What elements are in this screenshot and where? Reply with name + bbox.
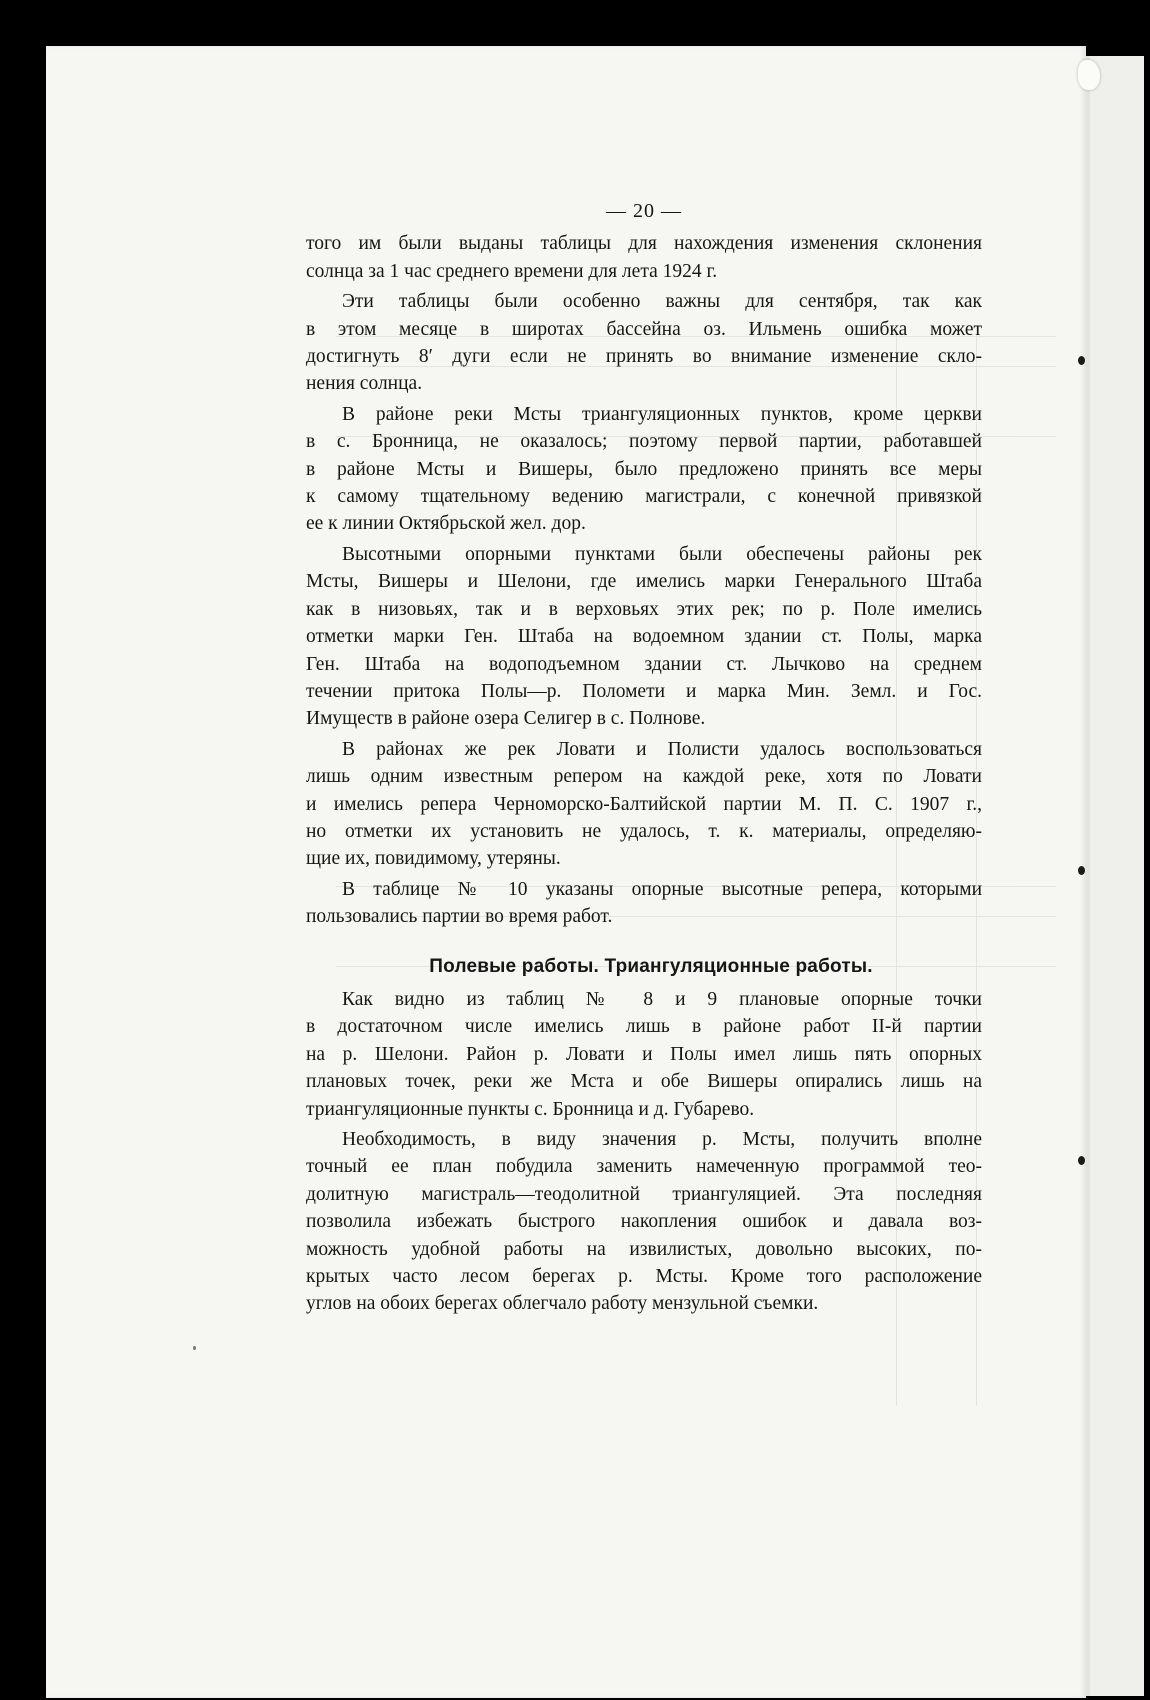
text-line: солнца за 1 час среднего времени для лета 1924 г. — [306, 260, 718, 282]
binding-hole — [1078, 356, 1085, 365]
text-line: Высотными опорными пунктами были обеспечены районы рек — [342, 543, 982, 565]
text-line: в районе Мсты и Вишеры, было предложено принять все меры — [306, 458, 982, 480]
text-line: нения солнца. — [306, 373, 423, 395]
text-line: точный ее план побудила заменить намеченную программой тео- — [306, 1156, 982, 1178]
paragraph — [306, 736, 982, 873]
text-line: и имелись репера Черноморско-Балтийской партии М. П. С. 1907 г., — [306, 793, 982, 815]
paragraph — [306, 288, 982, 398]
text-line: долитную магистраль—теодолитной триангуляцией. Эта последняя — [306, 1183, 982, 1205]
torn-corner — [1078, 60, 1100, 90]
paragraph — [306, 986, 982, 1123]
text-line: Ген. Штаба на водоподъемном здании ст. Лычково на среднем — [306, 653, 982, 675]
text-line: течении притока Полы—р. Поломети и марка Мин. Земл. и Гос. — [306, 680, 982, 702]
text-line: Как видно из таблиц № 8 и 9 плановые опорные точки — [342, 988, 982, 1010]
paragraph — [306, 401, 982, 538]
text-line: ее к линии Октябрьской жел. дор. — [306, 513, 586, 535]
text-line: достигнуть 8′ дуги если не принять во внимание изменение скло- — [306, 346, 982, 368]
text-line: но отметки их установить не удалось, т. к. материалы, определяю- — [306, 820, 982, 842]
next-page-fold — [1086, 56, 1090, 1696]
text-line: Имуществ в районе озера Селигер в с. Полнове. — [306, 708, 706, 730]
page-text — [306, 198, 982, 1321]
body-text-after — [306, 986, 982, 1318]
text-line: пользовались партии во время работ. — [306, 906, 613, 928]
binding-hole — [1078, 1156, 1085, 1165]
text-line: к самому тщательному ведению магистрали, с конечной привязкой — [306, 486, 982, 508]
text-line: позволила избежать быстрого накопления ошибок и давала воз- — [306, 1211, 982, 1233]
paragraph — [306, 876, 982, 931]
text-line: крытых часто лесом берегах р. Мсты. Кроме того расположение — [306, 1266, 982, 1288]
text-line: В районах же рек Ловати и Полисти удалось воспользоваться — [342, 738, 982, 760]
text-line: плановых точек, реки же Мста и обе Вишеры опирались лишь на — [306, 1071, 982, 1093]
paragraph — [306, 1126, 982, 1318]
text-line: щие их, повидимому, утеряны. — [306, 848, 561, 870]
text-line: В районе реки Мсты триангуляционных пунктов, кроме церкви — [342, 403, 982, 425]
page-number: — 20 — — [606, 200, 682, 222]
text-line: в этом месяце в широтах бассейна оз. Ильмень ошибка может — [306, 318, 982, 340]
body-text-before — [306, 230, 982, 930]
text-line: В таблице № 10 указаны опорные высотные репера, которыми — [342, 878, 982, 900]
paragraph — [306, 230, 982, 285]
text-line: Эти таблицы были особенно важны для сентября, так как — [342, 291, 982, 313]
text-line: лишь одним известным репером на каждой реке, хотя по Ловати — [306, 766, 982, 788]
text-line: Мсты, Вишеры и Шелони, где имелись марки Генерального Штаба — [306, 571, 982, 593]
text-line: того им были выданы таблицы для нахождения изменения склонения — [306, 233, 982, 255]
paper-speck — [193, 1346, 196, 1350]
text-line: в с. Бронница, не оказалось; поэтому первой партии, работавшей — [306, 431, 982, 453]
text-line: триангуляционные пункты с. Бронница и д. Губарево. — [306, 1098, 755, 1120]
text-line: углов на обоих берегах облегчало работу мензульной съемки. — [306, 1293, 819, 1315]
text-line: можность удобной работы на извилистых, довольно высоких, по- — [306, 1238, 982, 1260]
text-line: как в низовьях, так и в верховьях этих рек; по р. Поле имелись — [306, 598, 982, 620]
text-line: на р. Шелони. Район р. Ловати и Полы имел лишь пять опорных — [306, 1043, 982, 1065]
text-line: отметки марки Ген. Штаба на водоемном здании ст. Полы, марка — [306, 626, 982, 648]
paragraph — [306, 541, 982, 733]
section-heading: Полевые работы. Триангуляционные работы. — [429, 955, 873, 977]
text-line: в достаточном числе имелись лишь в районе работ II-й партии — [306, 1016, 982, 1038]
binding-hole — [1078, 866, 1085, 875]
text-line: Необходимость, в виду значения р. Мсты, получить вполне — [342, 1129, 982, 1150]
